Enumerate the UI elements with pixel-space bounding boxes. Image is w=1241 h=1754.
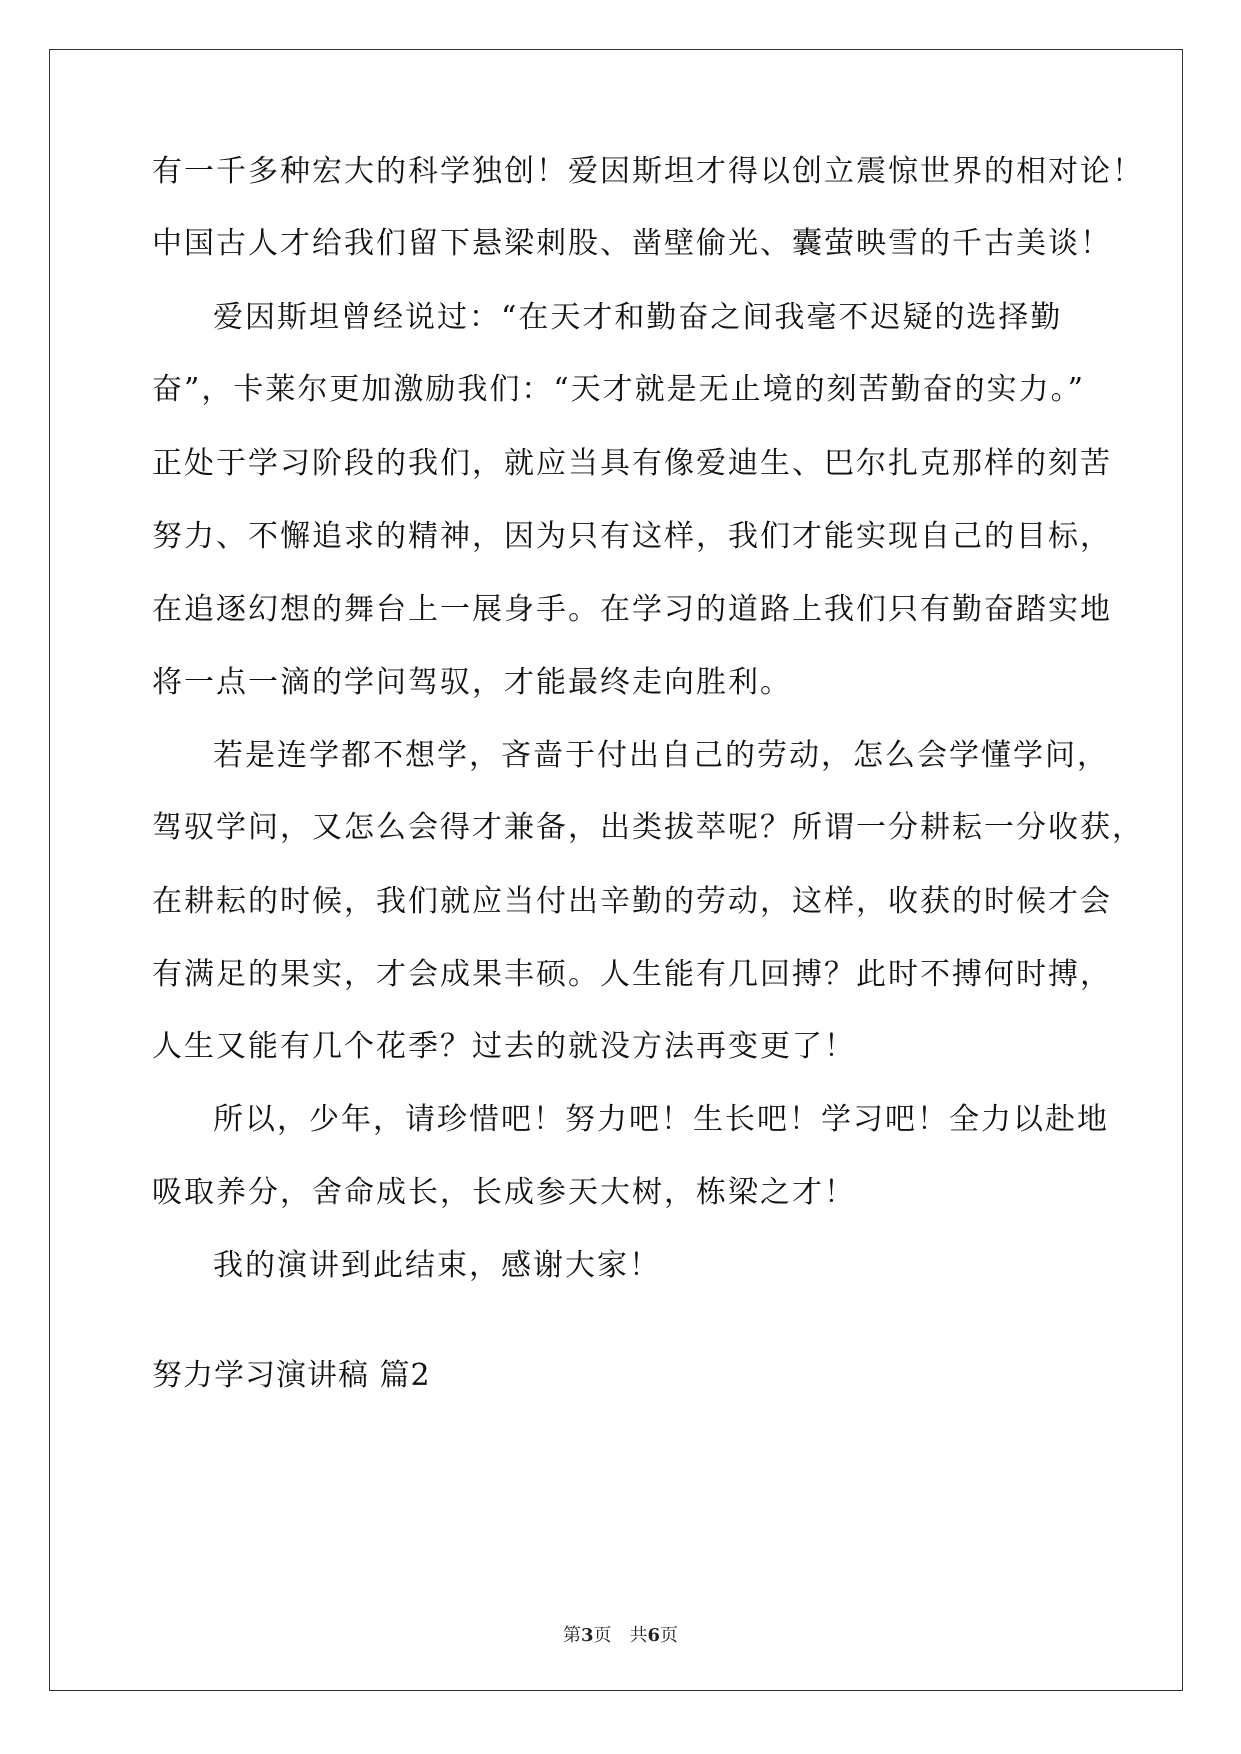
body-line-14: 所以，少年，请珍惜吧！努力吧！生长吧！学习吧！全力以赴地 xyxy=(213,1102,1109,1137)
footer-middle: 页 共 xyxy=(593,1625,648,1646)
body-line-8: 将一点一滴的学问驾驭，才能最终走向胜利。 xyxy=(152,665,792,700)
page-footer xyxy=(0,1624,1241,1648)
body-line-1: 有一千多种宏大的科学独创！爱因斯坦才得以创立震惊世界的相对论！ xyxy=(152,154,1144,189)
body-line-11: 在耕耘的时候，我们就应当付出辛勤的劳动，这样，收获的时候才会 xyxy=(152,884,1112,919)
body-line-3: 爱因斯坦曾经说过：“在天才和勤奋之间我毫不迟疑的选择勤 xyxy=(213,300,1063,335)
body-line-15: 吸取养分，舍命成长，长成参天大树，栋梁之才！ xyxy=(152,1175,856,1210)
body-line-4: 奋”，卡莱尔更加激励我们：“天才就是无止境的刻苦勤奋的实力。” xyxy=(152,372,1086,407)
current-page-number: 3 xyxy=(580,1625,594,1646)
body-line-5: 正处于学习阶段的我们，就应当具有像爱迪生、巴尔扎克那样的刻苦 xyxy=(152,446,1112,481)
footer-suffix: 页 xyxy=(660,1625,679,1646)
section-heading: 努力学习演讲稿 篇2 xyxy=(152,1358,431,1393)
body-line-7: 在追逐幻想的舞台上一展身手。在学习的道路上我们只有勤奋踏实地 xyxy=(152,592,1112,627)
body-line-6: 努力、不懈追求的精神，因为只有这样，我们才能实现自己的目标， xyxy=(152,519,1112,554)
body-line-16: 我的演讲到此结束，感谢大家！ xyxy=(213,1248,661,1283)
body-line-2: 中国古人才给我们留下悬梁刺股、凿壁偷光、囊萤映雪的千古美谈！ xyxy=(152,226,1112,261)
body-line-13: 人生又能有几个花季？过去的就没方法再变更了！ xyxy=(152,1029,856,1064)
page-border xyxy=(49,49,1183,1691)
footer-prefix: 第 xyxy=(562,1625,581,1646)
total-pages-number: 6 xyxy=(647,1625,661,1646)
body-line-10: 驾驭学问，又怎么会得才兼备，出类拔萃呢？所谓一分耕耘一分收获， xyxy=(152,810,1144,845)
body-line-12: 有满足的果实，才会成果丰硕。人生能有几回搏？此时不搏何时搏， xyxy=(152,957,1112,992)
body-line-9: 若是连学都不想学，吝啬于付出自己的劳动，怎么会学懂学问， xyxy=(213,738,1109,773)
